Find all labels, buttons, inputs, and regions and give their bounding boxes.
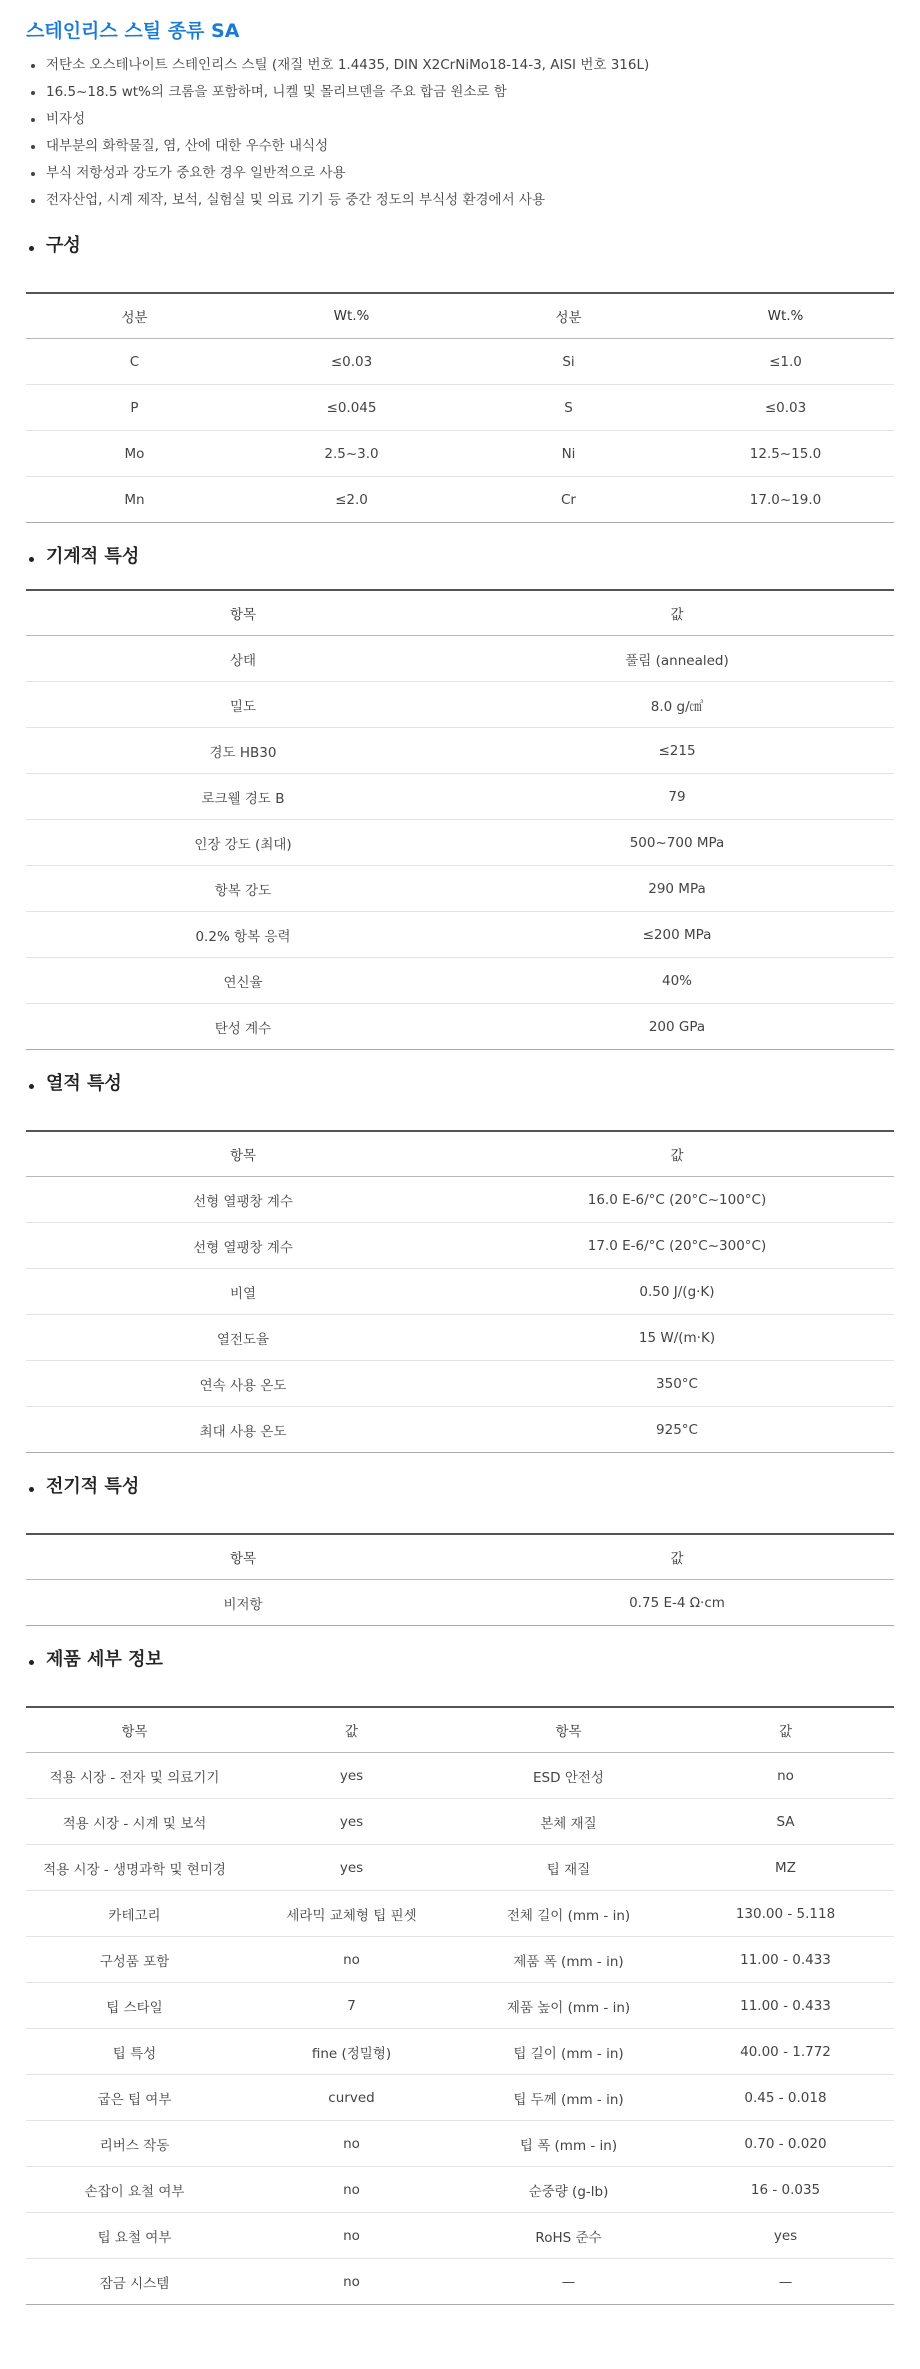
table-cell: 본체 재질 bbox=[460, 1799, 677, 1845]
table-cell: 제품 높이 (mm - in) bbox=[460, 1983, 677, 2029]
table-row bbox=[26, 2121, 894, 2167]
table-cell: 구성품 포함 bbox=[26, 1937, 243, 1983]
table-cell: 40% bbox=[460, 958, 894, 1004]
table-cell: 15 W/(m·K) bbox=[460, 1315, 894, 1361]
table-row bbox=[26, 958, 894, 1004]
column-header: 값 bbox=[243, 1707, 460, 1753]
table-cell: no bbox=[243, 2213, 460, 2259]
table-cell: Cr bbox=[561, 491, 576, 508]
column-header: 항목 bbox=[460, 1707, 677, 1753]
table-cell: 잠금 시스템 bbox=[99, 2275, 170, 2292]
table-cell: 130.00 - 5.118 bbox=[677, 1891, 894, 1937]
table-header-row bbox=[26, 1707, 894, 1753]
table-row bbox=[26, 1269, 894, 1315]
section-title: 기계적 특성 bbox=[46, 546, 140, 567]
table-cell: yes bbox=[243, 1799, 460, 1845]
table-cell: 8.0 g/㎤ bbox=[460, 682, 894, 728]
section-title: 열적 특성 bbox=[46, 1073, 122, 1094]
table-row bbox=[26, 820, 894, 866]
intro-list bbox=[26, 52, 894, 214]
section-heading bbox=[26, 233, 894, 259]
table-row bbox=[26, 1937, 894, 1983]
table-cell: Mn bbox=[124, 491, 145, 508]
table-row bbox=[26, 1891, 894, 1937]
table-cell: 11.00 - 0.433 bbox=[677, 1937, 894, 1983]
table-cell: ≤0.045 bbox=[243, 385, 460, 431]
table-cell: 제품 폭 (mm - in) bbox=[460, 1937, 677, 1983]
table-cell: ≤200 MPa bbox=[460, 912, 894, 958]
section-title: 구성 bbox=[46, 235, 81, 256]
table-row bbox=[26, 1315, 894, 1361]
section-heading bbox=[26, 1474, 894, 1500]
table-cell: yes bbox=[243, 1753, 460, 1799]
table-row bbox=[26, 1799, 894, 1845]
mechanical-section bbox=[26, 544, 894, 1050]
table-header-row bbox=[26, 1131, 894, 1177]
table-cell: 굽은 팁 여부 bbox=[26, 2075, 243, 2121]
table-cell: 상태 bbox=[26, 636, 460, 682]
table-cell: 16.0 E-6/°C (20°C~100°C) bbox=[460, 1177, 894, 1223]
table-cell: 풀림 (annealed) bbox=[460, 636, 894, 682]
table-cell: no bbox=[343, 2273, 360, 2290]
table-row bbox=[26, 1845, 894, 1891]
column-header: 값 bbox=[460, 1534, 894, 1580]
table-row bbox=[26, 2167, 894, 2213]
intro-bullet-item: 비자성 bbox=[26, 106, 894, 133]
section-heading bbox=[26, 544, 894, 570]
table-cell: ≤0.03 bbox=[243, 339, 460, 385]
table-cell: 17.0~19.0 bbox=[749, 491, 822, 508]
table-cell: 선형 열팽창 계수 bbox=[26, 1223, 460, 1269]
table-row bbox=[26, 2259, 894, 2305]
table-cell: Mo bbox=[26, 431, 243, 477]
table-row bbox=[26, 1223, 894, 1269]
table-cell: Si bbox=[460, 339, 677, 385]
column-header: 성분 bbox=[460, 293, 677, 339]
table-row bbox=[26, 2213, 894, 2259]
intro-bullet-item: 16.5~18.5 wt%의 크롬을 포함하며, 니켈 및 몰리브덴을 주요 합금 원소로 함 bbox=[26, 79, 894, 106]
table-cell: 11.00 - 0.433 bbox=[677, 1983, 894, 2029]
details-table bbox=[26, 1706, 894, 2305]
table-cell: 리버스 작동 bbox=[26, 2121, 243, 2167]
page-title: 스테인리스 스틸 종류 SA bbox=[26, 20, 240, 42]
table-cell: yes bbox=[243, 1845, 460, 1891]
table-header-row bbox=[26, 590, 894, 636]
bullet-icon bbox=[29, 557, 34, 562]
table-cell: 팁 스타일 bbox=[26, 1983, 243, 2029]
table-row bbox=[26, 1753, 894, 1799]
table-cell: no bbox=[243, 2121, 460, 2167]
section-heading bbox=[26, 1071, 894, 1097]
table-cell: 2.5~3.0 bbox=[243, 431, 460, 477]
bullet-icon bbox=[29, 1660, 34, 1665]
column-header: 성분 bbox=[26, 293, 243, 339]
intro-bullet-item: 전자산업, 시계 제작, 보석, 실험실 및 의료 기기 등 중간 정도의 부식성 환경에서 사용 bbox=[26, 187, 894, 214]
electrical-section bbox=[26, 1474, 894, 1626]
table-cell: 79 bbox=[460, 774, 894, 820]
table-cell: SA bbox=[677, 1799, 894, 1845]
table-cell: curved bbox=[243, 2075, 460, 2121]
column-header: 항목 bbox=[26, 590, 460, 636]
table-cell: P bbox=[26, 385, 243, 431]
table-cell: Ni bbox=[460, 431, 677, 477]
table-cell: 350°C bbox=[460, 1361, 894, 1407]
table-cell: 팁 폭 (mm - in) bbox=[460, 2121, 677, 2167]
table-cell: 밀도 bbox=[26, 682, 460, 728]
bullet-icon bbox=[29, 1487, 34, 1492]
table-cell: 0.70 - 0.020 bbox=[677, 2121, 894, 2167]
table-row bbox=[26, 1407, 894, 1453]
table-cell: 17.0 E-6/°C (20°C~300°C) bbox=[460, 1223, 894, 1269]
table-cell: — bbox=[561, 2273, 576, 2290]
bullet-icon bbox=[29, 1084, 34, 1089]
table-cell: 7 bbox=[243, 1983, 460, 2029]
table-row bbox=[26, 385, 894, 431]
table-cell: no bbox=[677, 1753, 894, 1799]
intro-bullet-item: 저탄소 오스테나이트 스테인리스 스틸 (재질 번호 1.4435, DIN X2CrNiMo18-14-3, AISI 번호 316L) bbox=[26, 52, 894, 79]
column-header: 항목 bbox=[26, 1707, 243, 1753]
table-row bbox=[26, 1004, 894, 1050]
table-cell: RoHS 준수 bbox=[460, 2213, 677, 2259]
table-cell: ≤215 bbox=[460, 728, 894, 774]
table-row bbox=[26, 774, 894, 820]
column-header: 값 bbox=[677, 1707, 894, 1753]
section-heading bbox=[26, 1647, 894, 1673]
table-cell: 적용 시장 - 생명과학 및 현미경 bbox=[26, 1845, 243, 1891]
table-row bbox=[26, 477, 894, 523]
column-header: 항목 bbox=[26, 1131, 460, 1177]
table-row bbox=[26, 1983, 894, 2029]
table-cell: 팁 요철 여부 bbox=[26, 2213, 243, 2259]
table-cell: 카테고리 bbox=[26, 1891, 243, 1937]
bullet-icon bbox=[29, 246, 34, 251]
table-cell: 0.50 J/(g·K) bbox=[460, 1269, 894, 1315]
table-cell: 0.45 - 0.018 bbox=[677, 2075, 894, 2121]
table-cell: 팁 길이 (mm - in) bbox=[460, 2029, 677, 2075]
table-cell: 925°C bbox=[656, 1421, 698, 1438]
table-cell: 비열 bbox=[26, 1269, 460, 1315]
table-cell: 연속 사용 온도 bbox=[26, 1361, 460, 1407]
table-cell: 팁 재질 bbox=[460, 1845, 677, 1891]
table-cell: 손잡이 요철 여부 bbox=[26, 2167, 243, 2213]
table-row bbox=[26, 728, 894, 774]
table-cell: — bbox=[778, 2273, 793, 2290]
intro-bullet-item: 부식 저항성과 강도가 중요한 경우 일반적으로 사용 bbox=[26, 160, 894, 187]
table-cell: 0.75 E-4 Ω·cm bbox=[629, 1594, 725, 1611]
table-header-row bbox=[26, 293, 894, 339]
table-cell: 경도 HB30 bbox=[26, 728, 460, 774]
table-cell: 200 GPa bbox=[648, 1018, 706, 1035]
table-cell: 로크웰 경도 B bbox=[26, 774, 460, 820]
table-cell: 12.5~15.0 bbox=[677, 431, 894, 477]
mechanical-table bbox=[26, 589, 894, 1050]
table-cell: S bbox=[460, 385, 677, 431]
table-cell: 팁 특성 bbox=[26, 2029, 243, 2075]
column-header: 값 bbox=[460, 1131, 894, 1177]
table-cell: 선형 열팽창 계수 bbox=[26, 1177, 460, 1223]
table-cell: 최대 사용 온도 bbox=[199, 1423, 287, 1440]
table-cell: 인장 강도 (최대) bbox=[26, 820, 460, 866]
table-cell: 탄성 계수 bbox=[214, 1020, 272, 1037]
table-cell: ≤0.03 bbox=[677, 385, 894, 431]
table-cell: ESD 안전성 bbox=[460, 1753, 677, 1799]
table-header-row bbox=[26, 1534, 894, 1580]
table-cell: MZ bbox=[677, 1845, 894, 1891]
table-cell: 0.2% 항복 응력 bbox=[26, 912, 460, 958]
table-cell: C bbox=[26, 339, 243, 385]
table-cell: 290 MPa bbox=[460, 866, 894, 912]
table-cell: 16 - 0.035 bbox=[677, 2167, 894, 2213]
table-cell: 40.00 - 1.772 bbox=[677, 2029, 894, 2075]
table-cell: no bbox=[243, 2167, 460, 2213]
table-cell: 순중량 (g-lb) bbox=[460, 2167, 677, 2213]
table-row bbox=[26, 866, 894, 912]
intro-bullet-item: 대부분의 화학물질, 염, 산에 대한 우수한 내식성 bbox=[26, 133, 894, 160]
table-cell: ≤1.0 bbox=[677, 339, 894, 385]
table-row bbox=[26, 2075, 894, 2121]
table-row bbox=[26, 682, 894, 728]
table-cell: 연신율 bbox=[26, 958, 460, 1004]
table-row bbox=[26, 1177, 894, 1223]
thermal-section bbox=[26, 1071, 894, 1453]
table-cell: 전체 길이 (mm - in) bbox=[460, 1891, 677, 1937]
table-row bbox=[26, 1361, 894, 1407]
table-cell: 열전도율 bbox=[26, 1315, 460, 1361]
section-title: 전기적 특성 bbox=[46, 1476, 140, 1497]
table-cell: 팁 두께 (mm - in) bbox=[460, 2075, 677, 2121]
table-cell: no bbox=[243, 1937, 460, 1983]
table-row bbox=[26, 1580, 894, 1626]
column-header: 값 bbox=[460, 590, 894, 636]
table-row bbox=[26, 2029, 894, 2075]
composition-table bbox=[26, 292, 894, 523]
electrical-table bbox=[26, 1533, 894, 1626]
column-header: Wt.% bbox=[677, 293, 894, 339]
table-cell: 항복 강도 bbox=[26, 866, 460, 912]
table-cell: 적용 시장 - 전자 및 의료기기 bbox=[26, 1753, 243, 1799]
section-title: 제품 세부 정보 bbox=[46, 1649, 163, 1670]
thermal-table bbox=[26, 1130, 894, 1453]
table-cell: 세라믹 교체형 팁 핀셋 bbox=[243, 1891, 460, 1937]
table-cell: fine (정밀형) bbox=[243, 2029, 460, 2075]
column-header: 항목 bbox=[26, 1534, 460, 1580]
table-cell: 500~700 MPa bbox=[460, 820, 894, 866]
composition-section bbox=[26, 233, 894, 523]
table-cell: yes bbox=[677, 2213, 894, 2259]
column-header: Wt.% bbox=[243, 293, 460, 339]
table-cell: 비저항 bbox=[223, 1596, 263, 1613]
table-row bbox=[26, 339, 894, 385]
details-section bbox=[26, 1647, 894, 2305]
table-cell: ≤2.0 bbox=[335, 491, 368, 508]
table-row bbox=[26, 431, 894, 477]
table-cell: 적용 시장 - 시계 및 보석 bbox=[26, 1799, 243, 1845]
table-row bbox=[26, 636, 894, 682]
table-row bbox=[26, 912, 894, 958]
